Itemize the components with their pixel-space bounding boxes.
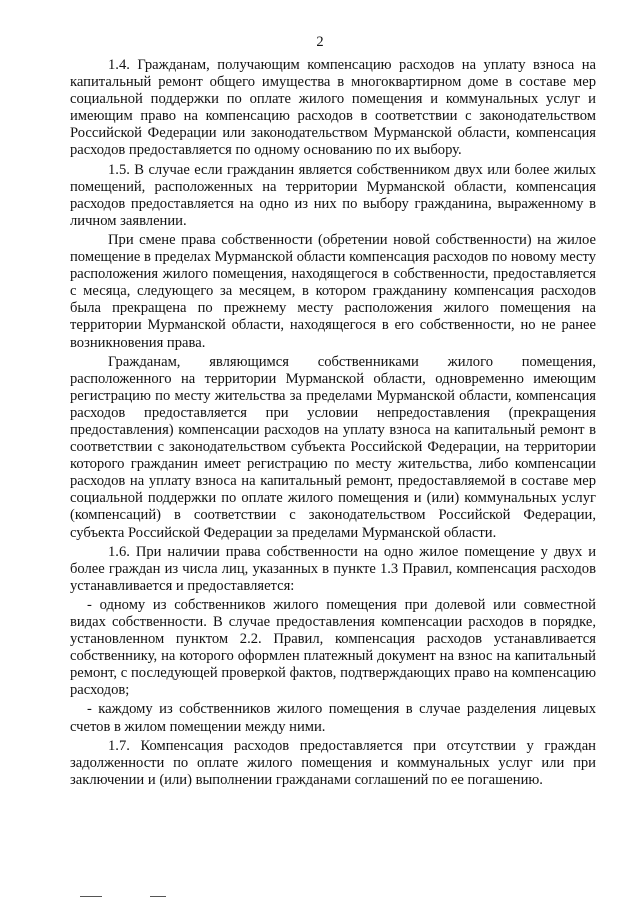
paragraph-1-4: 1.4. Гражданам, получающим компенсацию расходов на уплату взноса на капитальный ремонт общего имущества в многоквартирном доме в составе мер социальной поддержки по оплате жилого помещения и коммунальных услуг и имеющим право на компенсацию расходов в соответствии с законодательством Российской Федерации или законодательством Мурманской области, компенсация расходов предоставляется по одному основанию по их выбору.	[70, 57, 596, 159]
paragraph-ownership-change: При смене права собственности (обретении новой собственности) на жилое помещение в пределах Мурманской области компенсация расходов по новому месту расположения жилого помещения, находящегося в собственности, предоставляется с месяца, следующего за месяцем, в котором гражданину компенсация расходов была прекращена по прежнему месту расположения жилого помещения на территории Мурманской области, находящегося в его собственности, но не ранее возникновения права.	[70, 231, 596, 351]
document-body	[70, 57, 596, 791]
list-item-shared-ownership: - одному из собственников жилого помещения при долевой или совместной видах собственности. В случае предоставления компенсации расходов в порядке, установленном пунктом 2.2. Правил, компенсация расходов устанавливается собственнику, на которого оформлен платежный документ на взнос на капитальный ремонт, с последующей проверкой фактов, подтверждающих право на компенсацию расходов;	[70, 596, 596, 699]
footer-mark-left	[80, 896, 102, 897]
paragraph-1-5: 1.5. В случае если гражданин является собственником двух или более жилых помещений, расположенных на территории Мурманской области, компенсация расходов предоставляется на одно из них по выбору гражданина, выраженному в личном заявлении.	[70, 161, 596, 229]
paragraph-1-7: 1.7. Компенсация расходов предоставляется при отсутствии у граждан задолженности по оплате жилого помещения и коммунальных услуг или при заключении и (или) выполнении гражданами соглашений по ее погашению.	[70, 737, 596, 788]
footer-mark-right	[150, 896, 166, 897]
list-item-separate-accounts: - каждому из собственников жилого помещения в случае разделения лицевых счетов в жилом помещении между ними.	[70, 701, 596, 735]
paragraph-non-resident-owners: Гражданам, являющимся собственниками жилого помещения, расположенного на территории Мурманской области, одновременно имеющим регистрацию по месту жительства за пределами Мурманской области, компенсация расходов предоставляется при условии непредоставления (прекращения предоставления) компенсации расходов на уплату взноса на капитальный ремонт в соответствии с законодательством субъекта Российской Федерации, на территории которого гражданин имеет регистрацию по месту жительства, либо компенсации расходов на уплату взноса на капитальный ремонт, предоставляемой в составе мер социальной поддержки по оплате жилого помещения и (или) коммунальных услуг (компенсаций) в соответствии с законодательством Российской Федерации, субъекта Российской Федерации за пределами Мурманской области.	[70, 353, 596, 541]
paragraph-1-6: 1.6. При наличии права собственности на одно жилое помещение у двух и более граждан из числа лиц, указанных в пункте 1.3 Правил, компенсация расходов устанавливается и предоставляется:	[70, 543, 596, 594]
footer-scan-marks	[80, 896, 180, 900]
page-number: 2	[316, 34, 324, 50]
